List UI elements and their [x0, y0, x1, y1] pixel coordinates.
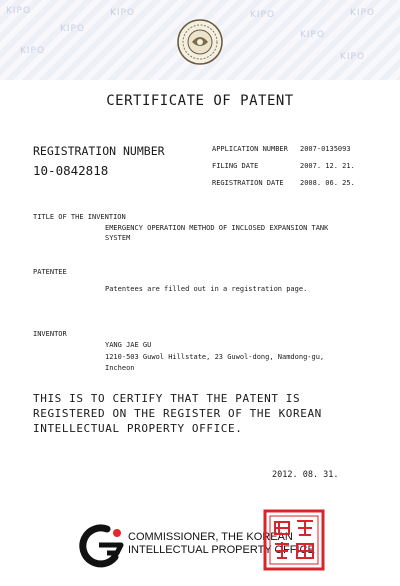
invention-title-label: TITLE OF THE INVENTION	[33, 213, 126, 221]
watermark-text: KIPO	[250, 10, 276, 20]
inventor-label: INVENTOR	[33, 330, 67, 338]
application-number-label: APPLICATION NUMBER	[212, 145, 288, 153]
emblem-icon	[176, 18, 224, 66]
kipo-logo-icon	[77, 523, 127, 569]
inventor-address-line2: Incheon	[105, 364, 135, 372]
watermark-text: KIPO	[300, 30, 326, 40]
certification-statement: THIS IS TO CERTIFY THAT THE PATENT IS REGISTERED ON THE REGISTER OF THE KOREAN INTELLECTUAL PROPERTY OFFICE.	[33, 392, 322, 435]
commissioner-title-line2: INTELLECTUAL PROPERTY OFFICE	[128, 544, 315, 556]
commissioner-title-line1: COMMISSIONER, THE KOREAN	[128, 531, 293, 543]
watermark-text: KIPO	[340, 52, 366, 62]
watermark-text: KIPO	[6, 6, 32, 16]
issue-date: 2012. 08. 31.	[272, 470, 339, 480]
watermark-text: KIPO	[350, 8, 376, 18]
filing-date-label: FILING DATE	[212, 162, 259, 170]
registration-number: 10-0842818	[33, 163, 109, 178]
registration-date-value: 2008. 06. 25.	[300, 179, 355, 187]
application-number-value: 2007-0135093	[300, 145, 351, 153]
watermark-text: KIPO	[60, 24, 86, 34]
watermark-text: KIPO	[110, 8, 136, 18]
official-seal-icon	[262, 508, 326, 572]
invention-title-line2: SYSTEM	[105, 234, 131, 242]
watermark-text: KIPO	[20, 46, 46, 56]
certificate-title: CERTIFICATE OF PATENT	[106, 93, 294, 109]
inventor-name: YANG JAE GU	[105, 341, 152, 349]
invention-title-line1: EMERGENCY OPERATION METHOD OF INCLOSED EXPANSION TANK	[105, 224, 329, 232]
registration-number-label: REGISTRATION NUMBER	[33, 144, 165, 158]
patentee-text: Patentees are filled out in a registration page.	[105, 285, 308, 293]
patentee-label: PATENTEE	[33, 268, 67, 276]
registration-date-label: REGISTRATION DATE	[212, 179, 284, 187]
inventor-address-line1: 1210-503 Guwol Hillstate, 23 Guwol-dong, Namdong-gu,	[105, 353, 325, 361]
filing-date-value: 2007. 12. 21.	[300, 162, 355, 170]
